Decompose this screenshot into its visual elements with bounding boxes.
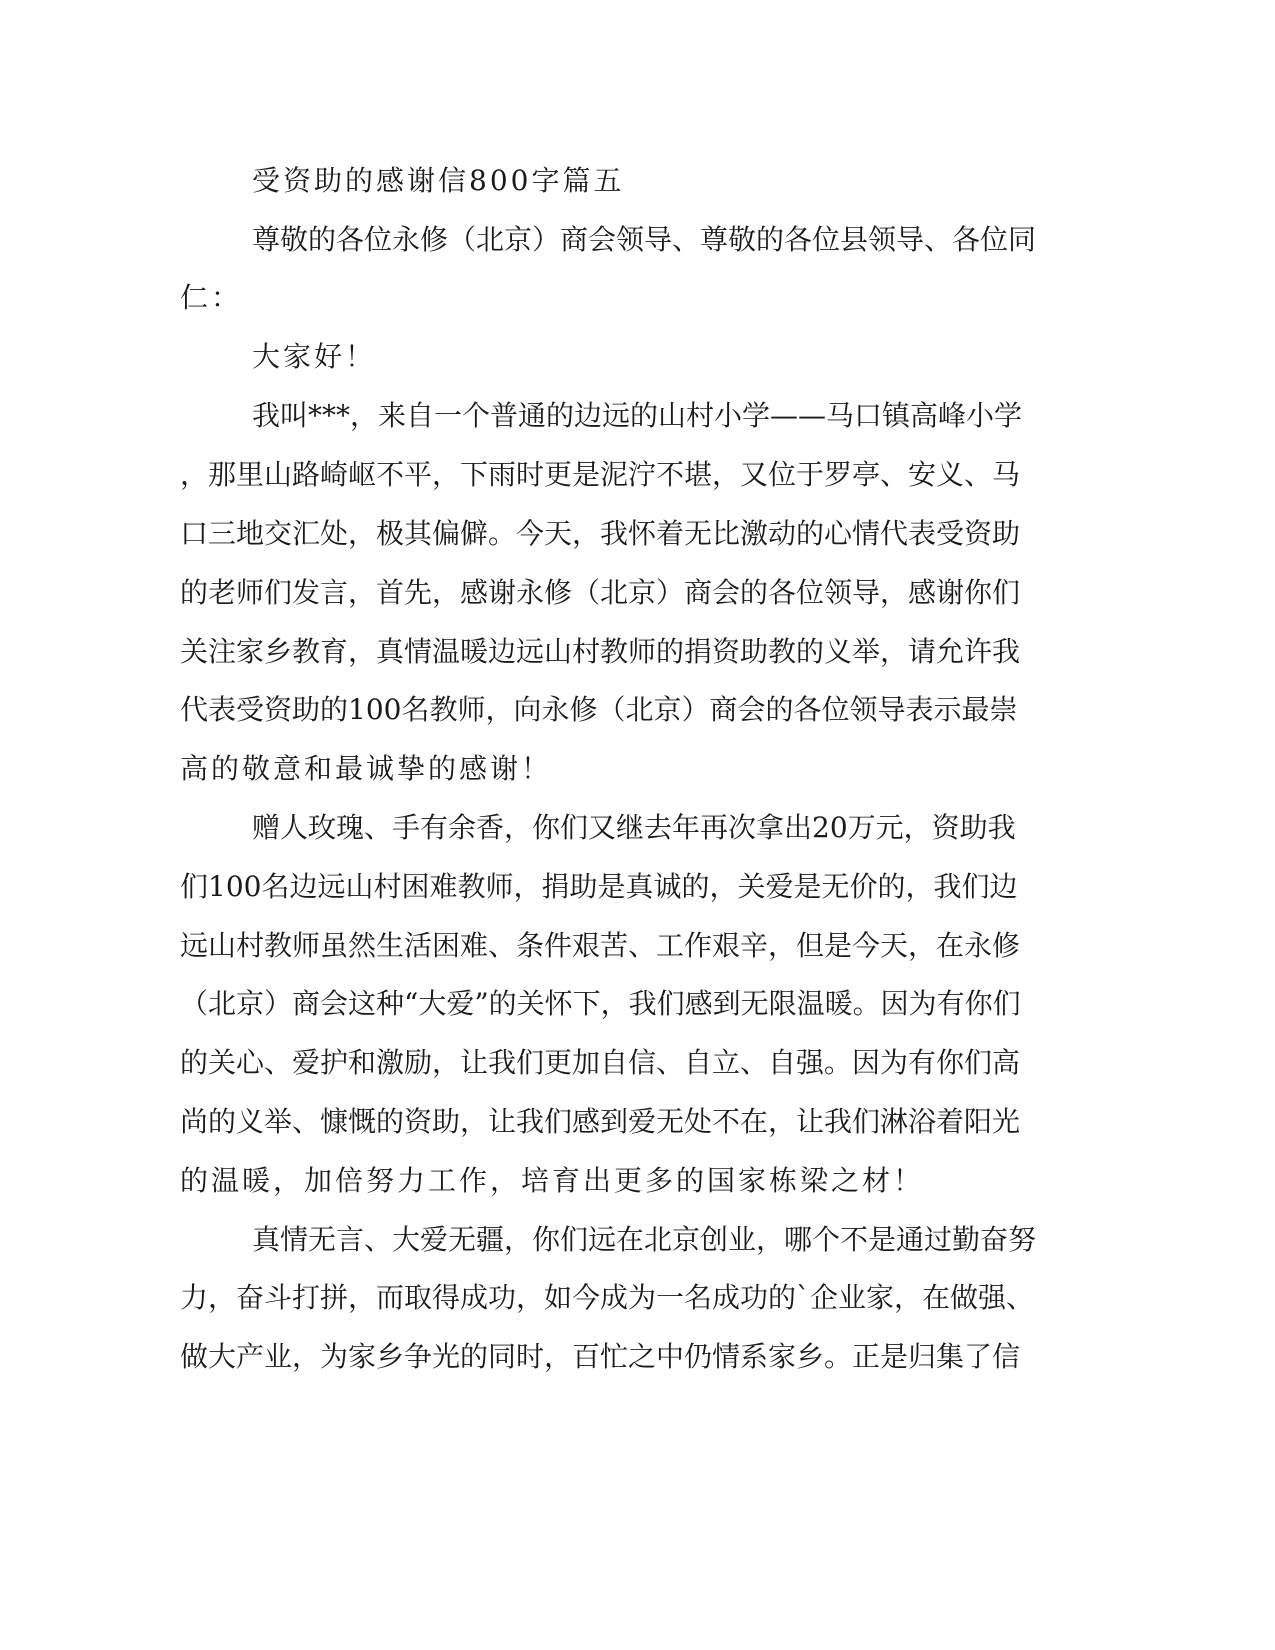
paragraph-line: 高的敬意和最诚挚的感谢！ <box>180 752 553 785</box>
paragraph-line: 做大产业，为家乡争光的同时，百忙之中仍情系家乡。正是归集了信 <box>180 1340 1021 1373</box>
paragraph-line: 们100名边远山村困难教师，捐助是真诚的，关爱是无价的，我们边 <box>180 870 1018 903</box>
paragraph-line: 大家好！ <box>252 340 377 373</box>
paragraph-line: 远山村教师虽然生活困难、条件艰苦、工作艰辛，但是今天，在永修 <box>180 929 1021 962</box>
paragraph-line: 口三地交汇处，极其偏僻。今天，我怀着无比激动的心情代表受资助 <box>180 517 1021 550</box>
paragraph-line: 的温暖，加倍努力工作，培育出更多的国家栋梁之材！ <box>180 1164 925 1197</box>
paragraph-line: 我叫***，来自一个普通的边远的山村小学——马口镇高峰小学 <box>252 399 1023 432</box>
paragraph-line: 尚的义举、慷慨的资助，让我们感到爱无处不在，让我们淋浴着阳光 <box>180 1105 1021 1138</box>
paragraph-line: 真情无言、大爱无疆，你们远在北京创业，哪个不是通过勤奋努 <box>252 1223 1037 1256</box>
paragraph-line: 力，奋斗打拼，而取得成功，如今成为一名成功的`企业家，在做强、 <box>180 1281 1035 1314</box>
paragraph-line: 代表受资助的100名教师，向永修（北京）商会的各位领导表示最崇 <box>180 693 1018 726</box>
paragraph-line: （北京）商会这种“大爱”的关怀下，我们感到无限温暖。因为有你们 <box>180 987 1021 1020</box>
document-title: 受资助的感谢信800字篇五 <box>252 164 625 197</box>
paragraph-line: 赠人玫瑰、手有余香，你们又继去年再次拿出20万元，资助我 <box>252 811 1016 844</box>
paragraph-line: 关注家乡教育，真情温暖边远山村教师的捐资助教的义举，请允许我 <box>180 635 1021 668</box>
paragraph-line: 的关心、爱护和激励，让我们更加自信、自立、自强。因为有你们高 <box>180 1046 1021 1079</box>
paragraph-line: 的老师们发言，首先，感谢永修（北京）商会的各位领导，感谢你们 <box>180 576 1021 609</box>
paragraph-line: 仁： <box>180 281 243 314</box>
paragraph-line: 尊敬的各位永修（北京）商会领导、尊敬的各位县领导、各位同 <box>252 223 1037 256</box>
paragraph-line: ，那里山路崎岖不平，下雨时更是泥泞不堪，又位于罗亭、安义、马 <box>180 458 1021 491</box>
